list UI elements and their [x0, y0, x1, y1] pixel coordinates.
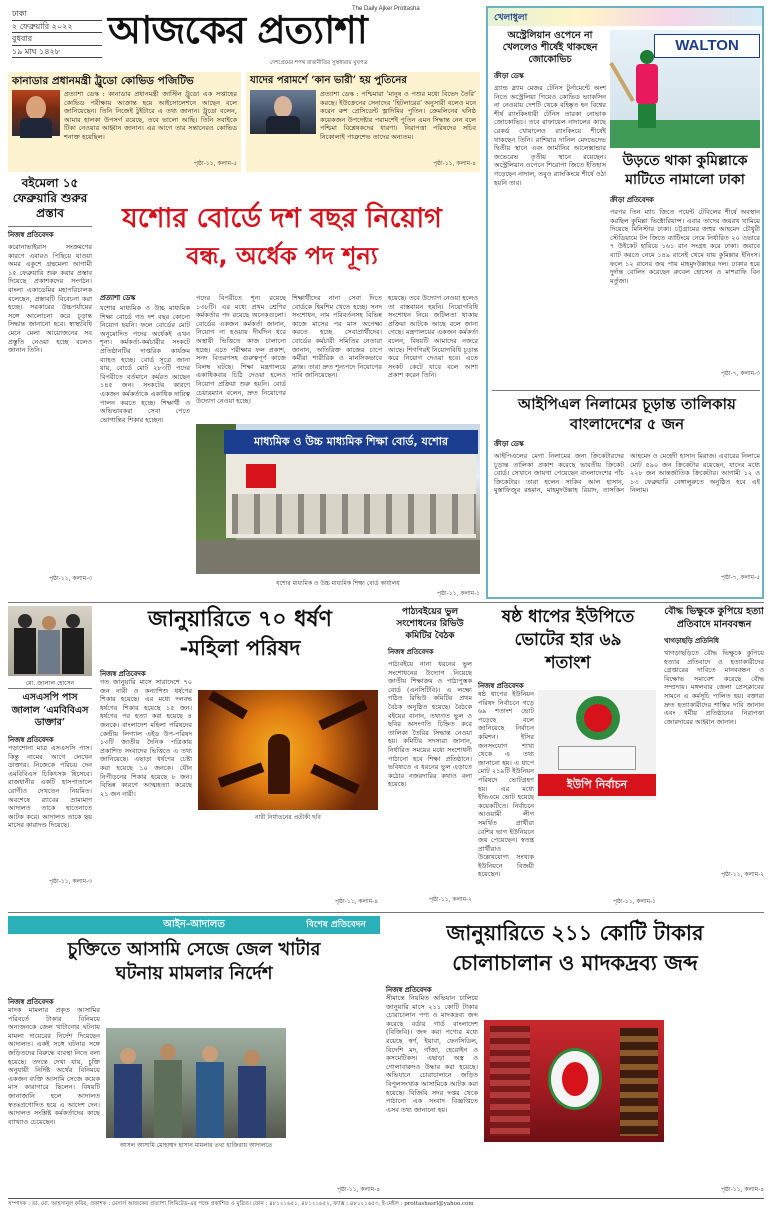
cumilla-byline: ক্রীড়া প্রতিবেদক — [610, 196, 654, 204]
masthead-tagline: The Daily Ajker Prottasha — [352, 6, 420, 12]
textbook-byline: নিজস্ব প্রতিবেদক — [388, 648, 434, 656]
sports-section-label: খেলাধুলা — [494, 13, 528, 23]
court-title-line1: চুক্তিতে আসামি সেজে জেল খাটার — [67, 939, 321, 960]
trudeau-photo — [12, 90, 60, 136]
smuggle-continued: পৃষ্ঠা-১১, কলাম-৪ — [720, 1186, 764, 1193]
court-body-col2 — [106, 996, 286, 1026]
djokovic-body: গ্র্যান্ড স্ল্যাম মেজর টেনিস টুর্নামেন্টে অংশ নিতে অস্ট্রেলিয়া গিয়েও কোভিড ভ্যাকসিন না নেওয়ায় দেশটি থেকে বহিষ্কৃত হন বিশ্বের শীর্ষ র‍্যাংকিংধারী টেনিস তারকা নোভাক জোকোভিচ। তবে রাফায়েল নাদালের কাছে রেকর্ড খোয়ালেও র‍্যাংকিংয়ে শীর্ষেই থাকছেন তিনি। রাশিয়ার দানিল মেদভেদেভ দ্বিতীয় স্থানে এবং জার্মানির আলেক্সান্ডার জভেরেভ তৃতীয় স্থানে রয়েছেন। অস্ট্রেলিয়ান ওপেনে শিরোপা জিতে ইতিহাস গড়েছেন নাদাল, তবুও র‍্যাংকিংয়ে শীর্ষে ওঠা হয়নি তার। — [494, 84, 606, 187]
putin-story — [246, 72, 480, 172]
jalal-story — [8, 606, 92, 906]
lead-photo — [196, 424, 480, 574]
putin-photo — [250, 90, 316, 134]
ipl-byline: ক্রীড়া ডেস্ক — [494, 440, 524, 448]
rape-title-line1: জানুয়ারিতে ৭০ ধর্ষণ — [148, 607, 332, 632]
up-graphic — [538, 690, 656, 800]
up-title-line1: ষষ্ঠ ধাপের ইউপিতে — [501, 607, 635, 627]
textbook-body: পাঠ্যবইয়ে নানা ধরনের ভুল সংশোধনের উদ্যোগ নিয়েছে জাতীয় শিক্ষাক্রম ও পাঠ্যপুস্তক বোর্ড (এনসিটিবি)। এ লক্ষ্যে গঠিত রিভিউ কমিটির প্রথম বৈঠক অনুষ্ঠিত হয়েছে। বৈঠকে বইয়ের বানান, তথ্যগত ভুল ও ছবির অসংগতি চিহ্নিত করে তালিকা তৈরির সিদ্ধান্ত নেওয়া হয়। কমিটির সদস্যরা জানান, নির্ধারিত সময়ের মধ্যে সংশোধনী পাঠানো হবে শিক্ষা প্রতিষ্ঠানে। ভবিষ্যতে এ ধরনের ভুল এড়াতে কঠোর নজরদারির কথাও বলা হয়েছে। — [388, 660, 472, 789]
court-body: মাদক মামলার প্রকৃত আসামির পরিবর্তে টাকার বিনিময়ে অন্যজনকে জেল খাটানোর ঘটনায় মামলা দায়েরের নির্দেশ দিয়েছেন আদালত। একই সঙ্গে ঘটনার সঙ্গে জড়িতদের বিরুদ্ধে ব্যবস্থা নিতে বলা হয়েছে। তদন্তে দেখা যায়, চুক্তি অনুযায়ী নির্দিষ্ট অর্থের বিনিময়ে একজন ব্যক্তি আসামি সেজে কয়েক মাস কারাগারে ছিলেন। বিষয়টি জানাজানি হলে আদালত স্বতঃপ্রণোদিত হয়ে এ আদেশ দেন। আদালত সংশ্লিষ্ট কর্মকর্তাদের কাছে ব্যাখ্যাও চেয়েছেন। — [8, 1006, 100, 1126]
rape-continued: পৃষ্ঠা-১১, কলাম-৪ — [334, 898, 378, 905]
jalal-byline: নিজস্ব প্রতিবেদক — [8, 736, 54, 744]
lead-photo-sign — [224, 430, 478, 454]
smuggle-photo — [484, 1020, 664, 1142]
trudeau-body: প্রত্যাশা ডেস্ক : কানাডার প্রধানমন্ত্রী জাস্টিন ট্রুডো এক সপ্তাহের কোভিড পরীক্ষায় আক্রান্ত হয়ে আইসোলেশনে আছেন বলে জানিয়েছেন। তিনি নিজেই টুইটারে এ তথ্য জানান। ট্রুডো বলেন, আমার হালকা উপসর্গ রয়েছে, তবে ভালো আছি। তিনি সবাইকে টিকা নেওয়ার আহ্বান জানান। এর আগে তার সন্তানেরও কোভিড শনাক্ত হয়েছিল। — [64, 90, 237, 141]
smuggle-section-label: বিশেষ প্রতিবেদন — [306, 920, 366, 930]
date-block — [12, 8, 102, 58]
masthead — [0, 0, 484, 70]
masthead-day: বুধবার — [12, 32, 102, 45]
cumilla-body: পরপর তিন ম্যাচ জিতে পয়েন্ট টেবিলের শীর্ষে অবস্থান করছিল কুমিল্লা ভিক্টোরিয়ান্স। এবার তাদের জয়রথ থামিয়ে দিয়েছে মিনিস্টার ঢাকা। চট্টগ্রামের জহুর আহমেদ চৌধুরী স্টেডিয়ামে টস জিতে ব্যাটিংয়ে নেমে নির্ধারিত ২০ ওভারে ৭ উইকেট হারিয়ে ১৬১ রান সংগ্রহ করে ঢাকা। জবাবে ব্যাট করতে নেমে ১৪৯ রানেই থেমে যায় কুমিল্লার ইনিংস। ফলে ১২ রানের জয় পায় মাহমুদউল্লাহর দল। ঢাকার হয়ে দুর্দান্ত বোলিং করেছেন রুবেল হোসেন ও মাশরাফি বিন মর্তুজা। — [610, 208, 760, 285]
lead-col2: পদের বিপরীতে শূন্য রয়েছে ১৩৮টি। এর মধ্যে প্রথম শ্রেণির কর্মকর্তার পদ রয়েছে অনেকগুলো। বোর্ডের একজন কর্মকর্তা জানান, নিয়োগ না হওয়ায় দীর্ঘদিন ধরে অস্থায়ী ভিত্তিতে কাজ চালানো হচ্ছে। এতে পরীক্ষার ফল প্রকাশ, সনদ বিতরণসহ গুরুত্বপূর্ণ কাজে বিলম্ব ঘটছে। শিক্ষা মন্ত্রণালয়ে একাধিকবার চিঠি দেওয়া হলেও নিয়োগ প্রক্রিয়া শুরু হয়নি। বোর্ড চেয়ারম্যান বলেন, দ্রুত নিয়োগের উদ্যোগ নেওয়া হচ্ছে। — [196, 294, 286, 406]
trudeau-body-2 — [12, 138, 202, 164]
putin-continued: পৃষ্ঠা-১১, কলাম-৪ — [432, 160, 476, 167]
jalal-photo — [8, 606, 92, 676]
trudeau-story — [8, 72, 241, 172]
section-divider-1 — [8, 602, 764, 603]
textbook-title: পাঠ্যবইয়ের ভুল সংশোধনের রিভিউ কমিটির বৈঠক — [396, 607, 464, 641]
smuggle-body-col2-bottom — [484, 1144, 664, 1182]
djokovic-title: অস্ট্রেলিয়ান ওপেনে না খেললেও শীর্ষেই থাকছেন জোকোভিচ — [502, 30, 598, 65]
footer-text: সম্পাদক : ডা. মো. আহসানুল কবির, প্রকাশক : মেসার্স আজকের প্রত্যাশা লিমিটেড-এর পক্ষে প্রকাশিত ও মুদ্রিত। ফোন : ৪৮১২১৬৫১, ৪৮১২১৬৫২, ফ্যাক্স : ৪৮১২১৬৫৩, ই-মেইল : prottashasrl@yahoo.com — [8, 1201, 474, 1207]
lead-headline — [82, 200, 482, 274]
cumilla-story — [610, 152, 760, 384]
masthead-logo-text: আজকের প্রত্যাশা — [108, 8, 367, 52]
cumilla-continued: পৃষ্ঠা-৭, কলাম-৩ — [720, 370, 760, 377]
masthead-slogan: দেশপ্রেমের শপথ রাজনীতির সুস্থধারার মুখপত্র — [270, 60, 368, 66]
court-photo-caption: আসল আসামি মোহাম্মদ হাসান মামলার তথ্য হাজিরায় আদালতে — [119, 1142, 273, 1149]
putin-title: যাদের পরামর্শে ‘কান ভারী’ হয় পুতিনের — [250, 75, 407, 86]
lead-byline: প্রত্যাশা ডেস্ক — [100, 294, 136, 302]
textbook-story — [388, 606, 472, 906]
walton-ad — [654, 34, 760, 58]
up-byline: নিজস্ব প্রতিবেদক — [478, 682, 524, 690]
monk-story — [664, 606, 764, 906]
up-story — [478, 606, 658, 906]
rape-photo — [198, 690, 378, 810]
up-title-line3: শতাংশ — [545, 653, 591, 673]
smuggle-section-bar — [292, 916, 380, 934]
rape-byline: নিজস্ব প্রতিবেদক — [100, 670, 146, 678]
ipl-story — [494, 394, 760, 594]
jalal-photo-caption: মো. জালাল হোসেন — [25, 680, 75, 687]
sports-cricket-photo — [610, 30, 760, 148]
smuggle-body-col2 — [484, 984, 664, 1020]
court-byline: নিজস্ব প্রতিবেদক — [8, 998, 54, 1006]
rape-story — [98, 606, 382, 906]
ipl-title: আইপিএল নিলামের চূড়ান্ত তালিকায় বাংলাদেশের ৫ জন — [518, 395, 736, 433]
rape-title-line2: -মহিলা পরিষদ — [179, 636, 301, 660]
lead-col1: যশোর মাধ্যমিক ও উচ্চ মাধ্যমিক শিক্ষা বোর্ডে গত দশ বছর কোনো নিয়োগ হয়নি। ফলে বোর্ডের মোট অনুমোদিত পদের অর্ধেকই এখন শূন্য। কর্মকর্তা-কর্মচারীর সংকটে প্রতিষ্ঠানটির দাপ্তরিক কার্যক্রম ব্যাহত হচ্ছে। বোর্ড সূত্রে জানা যায়, বোর্ডে মোট ২৮৩টি পদের বিপরীতে বর্তমানে কর্মরত আছেন ১৪৫ জন। সংকটের কারণে একজন কর্মকর্তাকে একাধিক দায়িত্ব পালন করতে হচ্ছে। শিক্ষার্থী ও অভিভাবকরা সেবা পেতে ভোগান্তির শিকার হচ্ছেন। — [100, 304, 190, 424]
up-graphic-label: ইউপি নির্বাচন — [566, 778, 628, 791]
lead-continued: পৃষ্ঠা-১১, কলাম-১ — [436, 590, 480, 597]
masthead-location: ঢাকা — [12, 9, 27, 18]
smuggle-body-col3 — [670, 984, 764, 1182]
smuggle-title-line1: জানুয়ারিতে ২১১ কোটি টাকার — [446, 921, 704, 945]
up-body: ষষ্ঠ ধাপের ইউনিয়ন পরিষদ নির্বাচনে গড়ে ৬৯ শতাংশ ভোট পড়েছে বলে জানিয়েছে নির্বাচন কমিশন। ইসির জনসংযোগ শাখা থেকে এ তথ্য জানানো হয়। এ ধাপে মোট ২১৯টি ইউনিয়ন পরিষদে ভোটগ্রহণ হয়। এর মধ্যে ইভিএমে ভোট হয়েছে কয়েকটিতে। নির্বাচনে আওয়ামী লীগ সমর্থিত প্রার্থীরা বেশির ভাগ ইউনিয়নে জয় পেয়েছেন। স্বতন্ত্র প্রার্থীরাও উল্লেখযোগ্য সংখ্যক ইউনিয়নে বিজয়ী হয়েছেন। — [478, 690, 534, 879]
court-story — [8, 916, 380, 1196]
jalal-body: পড়াশোনা মাত্র এসএসসি পাস। কিন্তু নামের আগে লেখেন ডাক্তার। নিজেকে পরিচয় দেন এমবিবিএস চিকিৎসক হিসেবে। রাজধানীর একটি হাসপাতালে রোগীও দেখতেন নিয়মিত। অবশেষে র‍্যাবের ভ্রাম্যমাণ আদালত তাকে হাতেনাতে আটক করে। আদালত তাকে ছয় মাসের কারাদণ্ড দিয়েছে। — [8, 744, 92, 830]
textbook-continued: পৃষ্ঠা-১১, কলাম-২ — [428, 896, 472, 903]
cumilla-title: উড়তে থাকা কুমিল্লাকে মাটিতে নামালো ঢাকা — [622, 153, 748, 188]
up-continued: পৃষ্ঠা-১১, কলাম-১ — [612, 898, 656, 905]
ipl-continued: পৃষ্ঠা-৭, কলাম-৫ — [720, 574, 760, 581]
sports-section-header — [488, 8, 762, 26]
lead-title-line2: বন্ধ, অর্ধেক পদ শূন্য — [186, 242, 378, 270]
court-photo — [106, 1028, 286, 1138]
lead-photo-sign-text: মাধ্যমিক ও উচ্চ মাধ্যমিক শিক্ষা বোর্ড, যশোর — [254, 435, 448, 448]
court-section-label: আইন-আদালত — [163, 919, 225, 930]
lead-col3: শিক্ষার্থীদের নানা সেবা দিতে বোর্ডকে হিমশিম খেতে হচ্ছে। সনদ সংশোধন, নাম পরিবর্তনসহ বিভিন্ন কাজে মাসের পর মাস অপেক্ষা করতে হচ্ছে সেবাপ্রার্থীদের। বোর্ডের কর্মচারী সমিতির নেতারা জানান, অতিরিক্ত কাজের চাপে কর্মীরা শারীরিক ও মানসিকভাবে ক্লান্ত। তারা দ্রুত শূন্যপদে নিয়োগের দাবি জানিয়েছেন। — [292, 294, 382, 380]
boimela-title: বইমেলা ১৫ ফেব্রুয়ারি শুরুর প্রস্তাব — [12, 176, 88, 220]
monk-continued: পৃষ্ঠা-১১, কলাম-২ — [720, 871, 764, 878]
footer — [8, 1198, 764, 1208]
walton-ad-text: WALTON — [675, 37, 739, 54]
smuggle-byline: নিজস্ব প্রতিবেদক — [386, 986, 432, 994]
sports-panel — [486, 6, 764, 599]
djokovic-byline: ক্রীড়া ডেস্ক — [494, 72, 524, 80]
rape-body: গত জানুয়ারি মাসে সারাদেশে ৭০ জন নারী ও কন্যাশিশু ধর্ষণের শিকার হয়েছে। এর মধ্যে দলবদ্ধ ধর্ষণের শিকার হয়েছে ১৫ জন। ধর্ষণের পর হত্যা করা হয়েছে ৪ জনকে। বাংলাদেশ মহিলা পরিষদের কেন্দ্রীয় লিগ্যাল এইড উপ-পরিষদ ১৩টি জাতীয় দৈনিক পত্রিকায় প্রকাশিত সংবাদের ভিত্তিতে এ তথ্য জানিয়েছে। এছাড়া ধর্ষণের চেষ্টা করা হয়েছে ১০ জনকে। যৌন নিপীড়নের শিকার হয়েছে ৮ জন। বিভিন্ন কারণে আত্মহত্যা করেছে ২১ জন নারী। — [100, 678, 192, 798]
court-body-col3 — [292, 996, 380, 1182]
jalal-continued: পৃষ্ঠা-১১, কলাম-৩ — [48, 878, 92, 885]
court-title-line2: ঘটনায় মামলার নির্দেশ — [115, 963, 273, 984]
putin-body: প্রত্যাশা ডেস্ক : পশ্চিমারা ‘মানুষ ও পশুর মধ্যে বিভেদ তৈরি’ করছে। ইউক্রেনের সেনাদের ‘হিটলারের’ অনুসারী বলেও মনে করেন রুশ প্রেসিডেন্ট ভ্লাদিমির পুতিন। ক্রেমলিনের ঘনিষ্ঠ কয়েকজন উপদেষ্টার পরামর্শেই পুতিন এমন সিদ্ধান্ত নেন বলে পশ্চিমা বিশ্লেষকদের ধারণা। নিরাপত্তা পরিষদের সচিব নিকোলাই পাত্রুশেভ তাদের অন্যতম। — [320, 90, 476, 141]
trudeau-continued: পৃষ্ঠা-১১, কলাম-৫ — [193, 160, 237, 167]
boimela-body: করোনাভাইরাস সংক্রমণের কারণে এবারও পিছিয়ে যাওয়া অমর একুশে গ্রন্থমেলা আগামী ১৫ ফেব্রুয়ারি শুরু করার প্রস্তাব দিয়েছে প্রকাশকদের সংগঠন। বাংলা একাডেমির মহাপরিচালক বলেছেন, প্রস্তাবটি বিবেচনা করা হচ্ছে। সরকারের উচ্চপর্যায়ের সঙ্গে আলোচনা করে চূড়ান্ত সিদ্ধান্ত জানানো হবে। স্বাস্থ্যবিধি মেনে মেলা আয়োজনের সব প্রস্তুতি নেওয়া হচ্ছে বলেও জানান তিনি। — [8, 243, 92, 355]
boimela-story — [8, 176, 92, 591]
monk-title: বৌদ্ধ ভিক্ষুকে কুপিয়ে হত্যা প্রতিবাদে মানববন্ধন — [664, 606, 764, 630]
monk-byline: খাগড়াছড়ি প্রতিনিধি — [664, 637, 719, 645]
smuggle-title-line2: চোলাচালান ও মাদকদ্রব্য জব্দ — [452, 951, 698, 975]
masthead-date-en: ২ ফেব্রুয়ারি ২০২২ — [12, 20, 102, 33]
lead-photo-caption: যশোর মাধ্যমিক ও উচ্চ মাধ্যমিক শিক্ষা বোর্ড কার্যালয় — [276, 580, 400, 587]
trudeau-title: কানাডার প্রধানমন্ত্রী ট্রুডো কোভিড পজিটিভ — [12, 75, 194, 87]
jalal-title: এসএসপি পাস জালাল ‘এমবিবিএস ডাক্তার’ — [11, 692, 89, 728]
rape-photo-caption: নারী নির্যাতনের প্রতীকী ছবি — [255, 814, 321, 821]
boimela-byline: নিজস্ব প্রতিবেদক — [8, 231, 54, 239]
section-divider-2 — [8, 912, 764, 913]
rape-body-col3 — [198, 822, 378, 894]
boimela-continued: পৃষ্ঠা-১১, কলাম-৩ — [48, 575, 92, 582]
ipl-body: আইপিএলের মেগা নিলামের জন্য ক্রিকেটারদের চূড়ান্ত তালিকা প্রকাশ করেছে ভারতীয় ক্রিকেট বোর্ড। সেখানে জায়গা পেয়েছেন বাংলাদেশের পাঁচ ক্রিকেটার। তারা হলেন সাকিব আল হাসান, মুস্তাফিজুর রহমান, মাহমুদউল্লাহ রিয়াদ, তাসকিন আহমেদ ও মেহেদী হাসান মিরাজ। এবারের নিলামে মোট ৫৯০ জন ক্রিকেটার রয়েছেন, যাদের মধ্যে ২২৮ জন আন্তর্জাতিক ক্রিকেটার। আগামী ১২ ও ১৩ ফেব্রুয়ারি বেঙ্গালুরুতে অনুষ্ঠিত হবে এই নিলাম। — [494, 452, 760, 495]
smuggle-story — [306, 916, 764, 1196]
monk-body: খাগড়াছড়িতে বৌদ্ধ ভিক্ষুকে কুপিয়ে হত্যার প্রতিবাদে ও হত্যাকারীদের গ্রেপ্তারের দাবিতে মানববন্ধন ও বিক্ষোভ সমাবেশ করেছে বৌদ্ধ সম্প্রদায়। মঙ্গলবার জেলা প্রেসক্লাবের সামনে এ কর্মসূচি পালিত হয়। বক্তারা দ্রুত হত্যাকারীদের শাস্তির দাবি জানান এবং ধর্মীয় প্রতিষ্ঠানের নিরাপত্তা জোরদারের আহ্বান জানান। — [664, 649, 764, 726]
up-graphic-label-box — [538, 774, 656, 796]
lead-col4: হয়েছে। তবে উদ্যোগ নেওয়া হলেও তা বাস্তবায়ন হয়নি। নিয়োগবিধি সংশোধন নিয়ে জটিলতা থাকায় প্রক্রিয়া আটকে আছে বলে জানা গেছে। মন্ত্রণালয়ের একজন কর্মকর্তা বলেন, বিষয়টি আমাদের নজরে আছে। শিগগিরই নিয়োগবিধি চূড়ান্ত করে নিয়োগ দেওয়া হবে। এতে সংকট কেটে যাবে বলে আশা প্রকাশ করেন তিনি। — [388, 294, 478, 380]
djokovic-story — [494, 30, 606, 386]
up-body-bottom — [478, 818, 656, 894]
masthead-date-bn: ১৯ মাঘ ১৪২৮ — [12, 45, 102, 59]
court-continued: পৃষ্ঠা-১১, কলাম-৪ — [336, 1186, 380, 1193]
up-title-line2: ভোটের হার ৬৯ — [514, 630, 622, 650]
smuggle-body: সীমান্তে নিয়মিত অভিযান চালিয়ে জানুয়ারি মাসে ২১১ কোটি টাকার চোরাচালান পণ্য ও মাদকদ্রব্য জব্দ করেছে বর্ডার গার্ড বাংলাদেশ (বিজিবি)। জব্দ করা পণ্যের মধ্যে রয়েছে স্বর্ণ, ইয়াবা, ফেনসিডিল, বিদেশি মদ, গাঁজা, হেরোইন ও কসমেটিকস। এছাড়া অস্ত্র ও গোলাবারুদও উদ্ধার করা হয়েছে। অভিযানে চোরাচালানে জড়িত বিপুলসংখ্যক আসামিকে আটক করা হয়েছে। বিজিবি সদর দপ্তর থেকে পাঠানো এক সংবাদ বিজ্ঞপ্তিতে এসব তথ্য জানানো হয়। — [386, 994, 478, 1114]
lead-title-line1: যশোর বোর্ডে দশ বছর নিয়োগ — [122, 203, 442, 234]
